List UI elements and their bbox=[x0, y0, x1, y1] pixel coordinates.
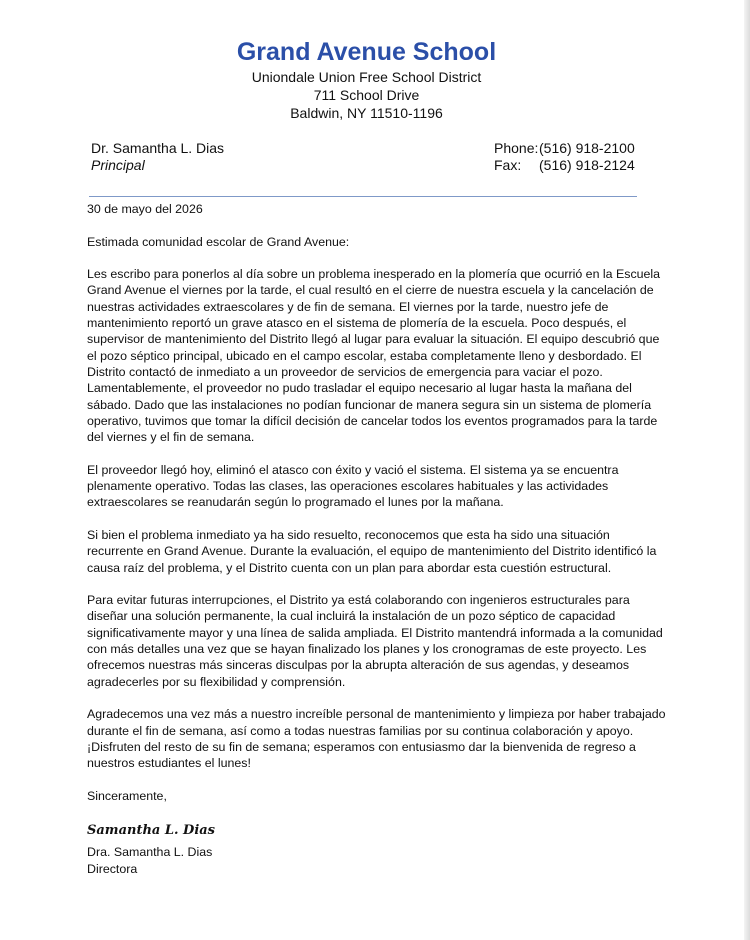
page-edge-shadow bbox=[744, 0, 750, 940]
sender-title: Principal bbox=[91, 157, 145, 173]
letter-paragraph: Les escribo para ponerlos al día sobre un problema inesperado en la plomería que ocurrió en la Escuela Grand Avenue el viernes por la tarde, el cual resultó en el cierre de nuestra escuela y la cancelación de nuestras actividades extraescolares y de fin de semana. El viernes por la tarde, nuestro jefe de mantenimiento reportó un grave atasco en el sistema de plomería de la escuela. Poco después, el supervisor de mantenimiento del Distrito llegó al lugar para evaluar la situación. El equipo descubrió que el pozo séptico principal, ubicado en el campo escolar, estaba completamente lleno y desbordado. El Distrito contactó de inmediato a un proveedor de servicios de emergencia para vaciar el pozo. Lamentablemente, el proveedor no pudo trasladar el equipo necesario al lugar hasta la mañana del sábado. Dado que las instalaciones no podían funcionar de manera segura sin un sistema de plomería operativo, tuvimos que tomar la difícil decisión de cancelar todos los eventos programados para la tarde del viernes y el fin de semana. bbox=[87, 267, 661, 445]
school-name: Grand Avenue School bbox=[236, 38, 497, 66]
contact-block bbox=[494, 140, 635, 174]
phone-label: Phone: bbox=[494, 140, 539, 156]
letter-date: 30 de mayo del 2026 bbox=[87, 202, 203, 216]
sender-block bbox=[91, 140, 224, 174]
street-address: 711 School Drive bbox=[313, 87, 420, 103]
fax-number: (516) 918-2124 bbox=[539, 157, 635, 173]
header-divider bbox=[89, 196, 637, 197]
letter-salutation: Estimada comunidad escolar de Grand Avenue: bbox=[87, 234, 350, 249]
fax-row bbox=[494, 157, 635, 174]
letter-closing: Sinceramente, bbox=[87, 788, 167, 803]
letter-paragraph: Agradecemos una vez más a nuestro increíble personal de mantenimiento y limpieza por haber trabajado durante el fin de semana, así como a todas nuestras familias por su continua colaboración y apoyo. ¡Disfruten del resto de su fin de semana; esperamos con entusiasmo dar la bienvenida de regreso a nuestros estudiantes el lunes! bbox=[87, 707, 666, 771]
handwritten-signature: Samantha L. Dias bbox=[87, 823, 215, 839]
phone-number: (516) 918-2100 bbox=[539, 140, 635, 156]
letterhead bbox=[0, 36, 733, 122]
signer-title: Directora bbox=[87, 861, 138, 876]
fax-label: Fax: bbox=[494, 157, 522, 173]
signer-name: Dra. Samantha L. Dias bbox=[87, 845, 213, 860]
letter-paragraph: El proveedor llegó hoy, eliminó el atasco con éxito y vació el sistema. El sistema ya se encuentra plenamente operativo. Todas las clases, las operaciones escolares habituales y las actividades extraescolares se reanudarán según lo programado el lunes por la mañana. bbox=[87, 462, 619, 510]
letter-paragraph: Para evitar futuras interrupciones, el Distrito ya está colaborando con ingenieros estructurales para diseñar una solución permanente, la cual incluirá la instalación de un pozo séptico de capacidad significativamente mayor y una línea de salida ampliada. El Distrito mantendrá informada a la comunidad con más detalles una vez que se hayan finalizado los planes y los cronogramas de este proyecto. Les ofrecemos nuestras más sinceras disculpas por la abrupta alteración de sus agendas, y deseamos agradecerles por su flexibilidad y comprensión. bbox=[87, 593, 663, 689]
phone-row bbox=[494, 140, 635, 157]
district-name: Uniondale Union Free School District bbox=[251, 69, 482, 85]
letter-paragraph: Si bien el problema inmediato ya ha sido resuelto, reconocemos que esta ha sido una situación recurrente en Grand Avenue. Durante la evaluación, el equipo de mantenimiento del Distrito identificó la causa raíz del problema, y el Distrito cuenta con un plan para abordar esta cuestión estructural. bbox=[87, 527, 657, 575]
signer-block bbox=[87, 844, 667, 877]
letter-body bbox=[87, 201, 667, 877]
city-state-zip: Baldwin, NY 11510-1196 bbox=[290, 105, 443, 121]
sender-name: Dr. Samantha L. Dias bbox=[91, 140, 225, 156]
